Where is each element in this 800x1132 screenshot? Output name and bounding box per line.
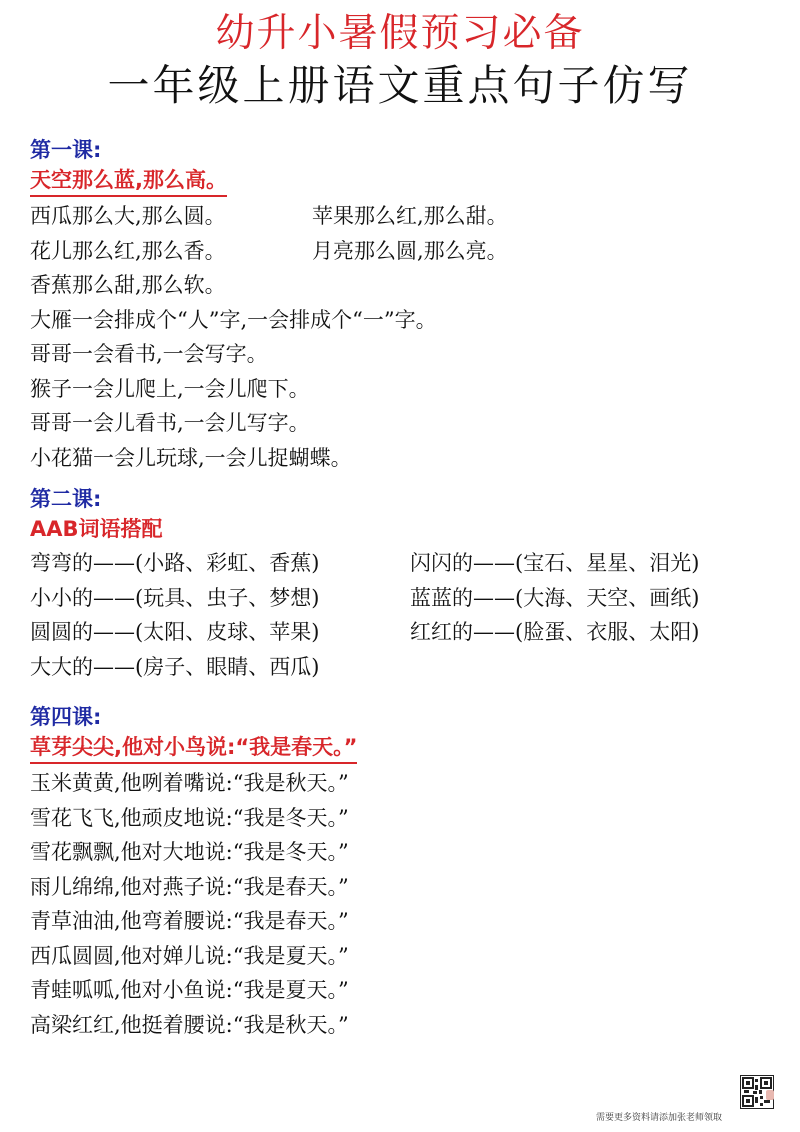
word-pair-row (30, 615, 790, 650)
word-pair-row (30, 546, 790, 581)
footer-note: 需要更多资料请添加张老师领取 (596, 1113, 723, 1123)
word-group: 小小的——(玩具、虫子、梦想) (30, 585, 320, 610)
page-title: 幼升小暑假预习必备 (215, 11, 585, 56)
sentence-line: 月亮那么圆,那么亮。 (312, 238, 508, 263)
sentence-line: 小花猫一会儿玩球,一会儿捉蝴蝶。 (30, 445, 352, 470)
sentence-line: 哥哥一会看书,一会写字。 (30, 342, 268, 366)
lesson-2-section (30, 485, 790, 684)
lesson-4-key-sentence: 草芽尖尖,他对小鸟说:“我是春天。” (30, 733, 357, 764)
sentence-line: 苹果那么红,那么甜。 (312, 204, 508, 228)
word-group: 蓝蓝的——(大海、天空、画纸) (410, 585, 700, 610)
sentence-line: 雨儿绵绵,他对燕子说:“我是春天。” (30, 874, 349, 899)
sentence-line: 青蛙呱呱,他对小鱼说:“我是夏天。” (30, 978, 349, 1002)
lesson-1-title: 第一课: (30, 138, 102, 162)
sentence-line: 大雁一会排成个“人”字,一会排成个“一”字。 (30, 307, 437, 332)
lesson-2-key-sentence: AAB词语搭配 (30, 517, 163, 541)
sentence-line: 雪花飞飞,他顽皮地说:“我是冬天。” (30, 805, 349, 830)
sentence-line: 哥哥一会儿看书,一会儿写字。 (30, 411, 310, 435)
sentence-line: 青草油油,他弯着腰说:“我是春天。” (30, 909, 349, 933)
page-subtitle: 一年级上册语文重点句子仿写 (107, 61, 693, 110)
sentence-line: 香蕉那么甜,那么软。 (30, 273, 226, 297)
sentence-line: 西瓜那么大,那么圆。 (30, 204, 226, 228)
sentence-line: 高梁红红,他挺着腰说:“我是秋天。” (30, 1012, 349, 1037)
lesson-2-title: 第二课: (30, 487, 102, 511)
lesson-1-section (30, 136, 790, 475)
avatar (766, 1090, 774, 1100)
word-group: 圆圆的——(太阳、皮球、苹果) (30, 620, 320, 644)
lesson-4-title: 第四课: (30, 705, 102, 729)
sentence-line: 猴子一会儿爬上,一会儿爬下。 (30, 376, 310, 401)
word-group: 闪闪的——(宝石、星星、泪光) (410, 551, 700, 575)
word-pair-row (30, 581, 790, 616)
lesson-1-key-sentence: 天空那么蓝,那么高。 (30, 166, 227, 197)
word-group: 弯弯的——(小路、彩虹、香蕉) (30, 551, 320, 575)
lesson-4-section (30, 703, 790, 1042)
sentence-line: 玉米黄黄,他咧着嘴说:“我是秋天。” (30, 771, 349, 795)
word-group: 大大的——(房子、眼睛、西瓜) (30, 654, 320, 679)
sentence-pair-row (30, 234, 790, 269)
sentence-pair-row (30, 199, 790, 234)
word-group: 红红的——(脸蛋、衣服、太阳) (410, 620, 700, 644)
sentence-line: 花儿那么红,那么香。 (30, 238, 226, 263)
sentence-line: 西瓜圆圆,他对婵儿说:“我是夏天。” (30, 943, 349, 968)
sentence-line: 雪花飘飘,他对大地说:“我是冬天。” (30, 840, 349, 864)
